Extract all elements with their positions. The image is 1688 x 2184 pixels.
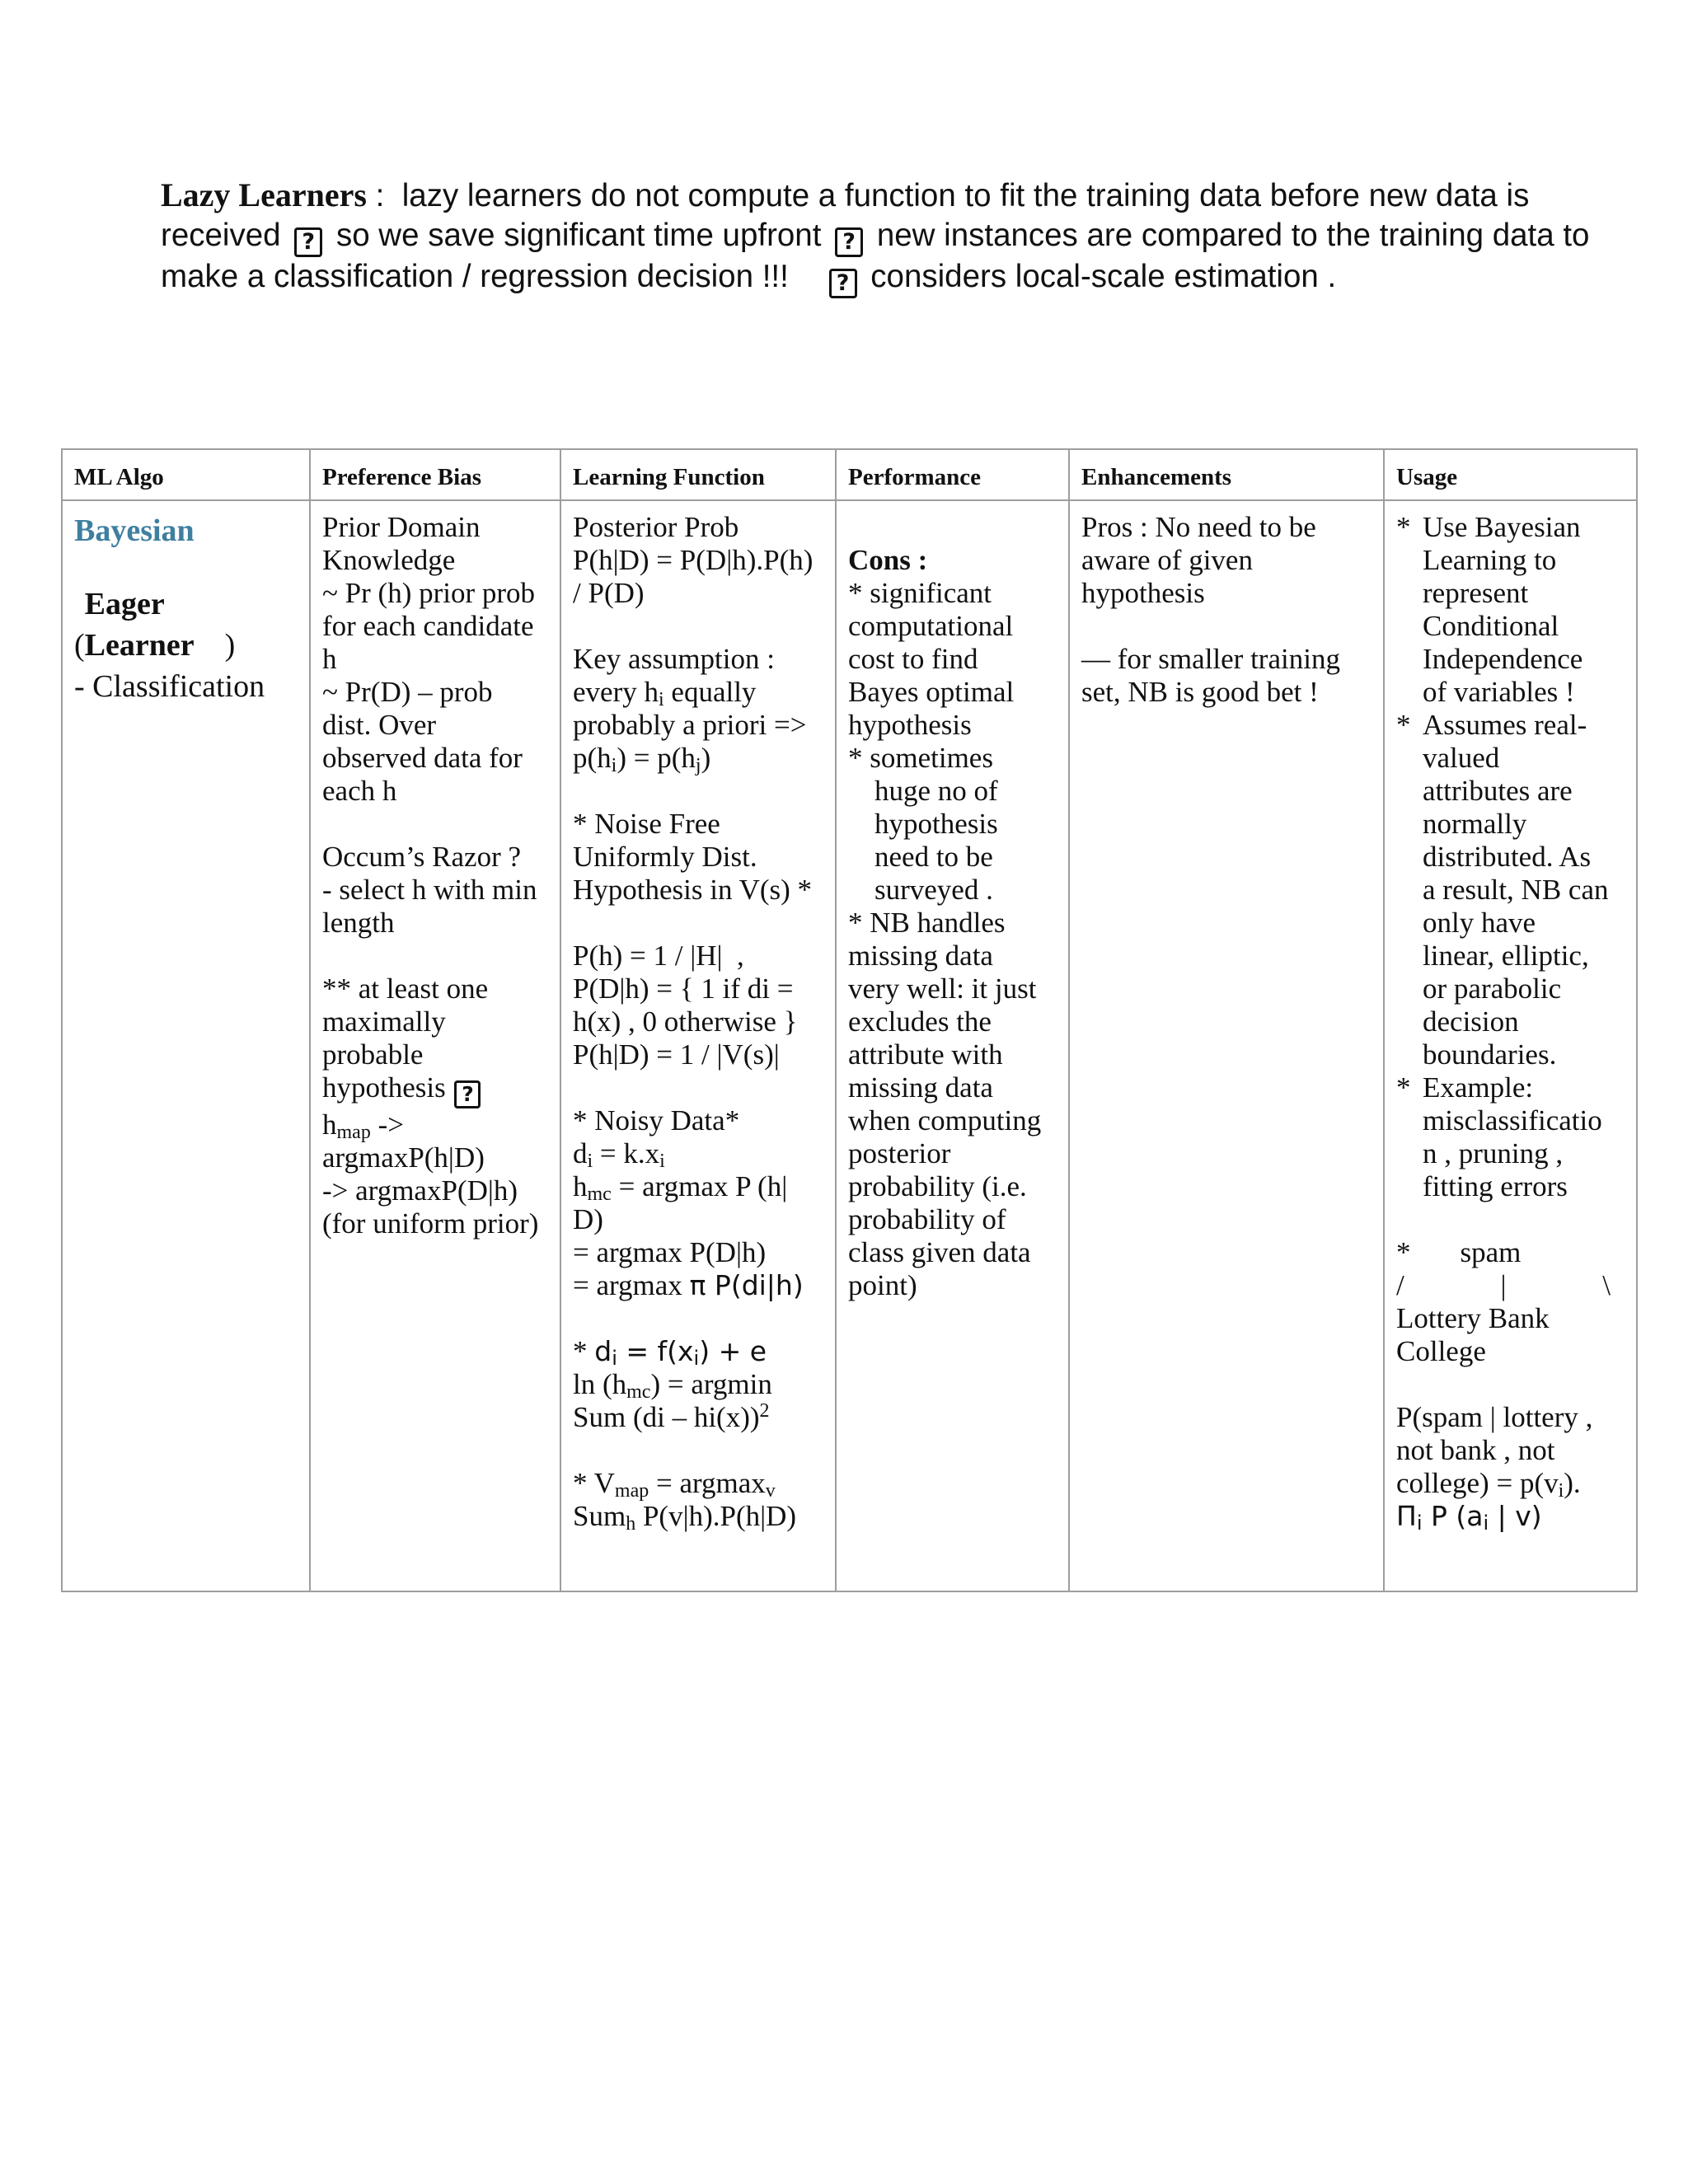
lf-line: [573, 1368, 823, 1401]
lf-frag: * V: [573, 1467, 615, 1499]
lf-sub: v: [765, 1480, 776, 1502]
lf-frag: = argmax: [649, 1467, 766, 1499]
tree-branch-left: /: [1396, 1269, 1404, 1301]
lf-sub: map: [614, 1480, 649, 1502]
algo-task: - Classification: [74, 669, 265, 704]
usage-line: Use Bayesian: [1423, 511, 1581, 543]
lf-frag: Sum: [573, 1500, 626, 1532]
lf-sans-expr: [594, 1335, 767, 1370]
usage-line: or parabolic: [1423, 972, 1562, 1005]
pb-line: Knowledge: [322, 544, 456, 576]
usage-frag: P (a: [1422, 1500, 1484, 1532]
perf-block-1: [848, 577, 1057, 742]
enhancements-lines: [1081, 511, 1372, 709]
usage-bullet-1: [1396, 511, 1625, 709]
pb-line: [322, 808, 548, 841]
perf-line: point): [848, 1269, 917, 1301]
usage-prob-line: P(spam | lottery ,: [1396, 1401, 1593, 1433]
pb-hypothesis: hypothesis: [322, 1071, 446, 1104]
enh-line: aware of given: [1081, 544, 1253, 576]
intro-paragraph: [161, 176, 1644, 298]
perf-line: excludes the: [848, 1005, 992, 1038]
pb-hmap-sub: map: [336, 1122, 371, 1143]
lf-line: [573, 676, 823, 709]
perf-line: very well: it just: [848, 972, 1037, 1005]
lf-frag: = argmax P (h|: [611, 1170, 788, 1202]
pb-hmap-h: h: [322, 1108, 337, 1141]
lf-line: = argmax P(D|h): [573, 1236, 767, 1268]
bullet-icon: *: [1396, 1071, 1411, 1104]
preference-bias-lines-2: [322, 1141, 548, 1240]
lf-sub: j: [695, 755, 701, 776]
intro-text-1: lazy learners do not compute a function to fit the training data before new data is: [401, 178, 1530, 213]
header-preference-bias: Preference Bias: [310, 449, 560, 500]
usage-line: decision: [1423, 1005, 1519, 1038]
lf-frag: d: [594, 1335, 612, 1367]
usage-line: Example:: [1423, 1071, 1534, 1104]
preference-bias-lines: [322, 511, 548, 1071]
enh-line: — for smaller training: [1081, 643, 1340, 675]
cell-learning-function: [560, 500, 836, 1591]
pb-hypothesis-line: [322, 1071, 548, 1108]
intro-text-3b: considers local-scale estimation .: [870, 259, 1337, 294]
lf-line: P(h|D) = 1 / |V(s)|: [573, 1038, 780, 1071]
pb-line: ~ Pr (h) prior prob: [322, 577, 536, 609]
intro-line-3: [161, 257, 1644, 298]
lf-line: * Noise Free: [573, 808, 720, 840]
intro-text-2a: received: [161, 218, 281, 253]
bullet-icon: *: [1396, 709, 1411, 741]
header-performance: Performance: [836, 449, 1069, 500]
usage-prob-line: not bank , not: [1396, 1434, 1555, 1466]
pb-line: Prior Domain: [322, 511, 481, 543]
usage-line: valued: [1423, 742, 1500, 774]
lf-sub: i: [587, 1151, 593, 1172]
lf-frag: ln (h: [573, 1368, 627, 1400]
usage-frag: Π: [1396, 1500, 1417, 1532]
perf-cons-label: Cons :: [848, 544, 928, 576]
lf-line: [573, 1467, 823, 1500]
lf-line: [573, 1137, 823, 1170]
usage-line: a result, NB can: [1423, 874, 1609, 906]
header-ml-algo: ML Algo: [62, 449, 310, 500]
lf-sub: mc: [626, 1381, 651, 1403]
lf-line: Hypothesis in V(s) *: [573, 874, 813, 906]
cell-performance: [836, 500, 1069, 1591]
lf-frag: d: [573, 1137, 588, 1169]
lf-line: P(h|D) = P(D|h).P(h): [573, 544, 814, 576]
table-row: [62, 500, 1637, 1591]
pb-line: - select h with min: [322, 874, 537, 906]
tree-root: spam: [1460, 1236, 1522, 1268]
unknown-glyph-icon: ?: [294, 227, 322, 257]
tree-leaves-1: Lottery Bank: [1396, 1302, 1550, 1334]
lf-frag: equally: [663, 676, 757, 708]
lf-sub: i: [658, 689, 664, 710]
usage-prob-line: [1396, 1500, 1625, 1533]
perf-line: missing data: [848, 940, 993, 972]
perf-block-2-indent: [848, 775, 1057, 907]
lf-frag: = k.x: [593, 1137, 660, 1169]
header-learning-function: Learning Function: [560, 449, 836, 500]
pb-line: -> argmaxP(D|h): [322, 1174, 518, 1207]
usage-bullet-2: [1396, 709, 1625, 1071]
bullet-icon: *: [1396, 511, 1411, 543]
lf-line: probably a priori =>: [573, 709, 807, 741]
perf-line: * sometimes: [848, 742, 993, 774]
pb-line: length: [322, 907, 395, 939]
lf-frag: *: [573, 1335, 595, 1367]
lf-frag: every h: [573, 676, 659, 708]
pb-line: h: [322, 643, 337, 675]
lf-line: Uniformly Dist.: [573, 841, 757, 873]
perf-line: probability (i.e.: [848, 1170, 1027, 1202]
intro-line-2: [161, 216, 1644, 257]
lf-line: Key assumption :: [573, 643, 775, 675]
lf-line: h(x) , 0 otherwise }: [573, 1005, 798, 1038]
pb-line: (for uniform prior): [322, 1207, 539, 1240]
perf-line: hypothesis: [874, 808, 998, 840]
usage-tree-branches: [1396, 1269, 1611, 1302]
usage-line: normally: [1423, 808, 1527, 840]
lf-line: P(h) = 1 / |H| ,: [573, 940, 744, 972]
unknown-glyph-icon: ?: [835, 227, 863, 257]
pb-line: [322, 940, 548, 972]
lf-frag: Sum (di – hi(x)): [573, 1401, 760, 1433]
perf-line: hypothesis: [848, 709, 972, 741]
header-enhancements: Enhancements: [1069, 449, 1384, 500]
usage-line: represent: [1423, 577, 1529, 609]
lf-sub: h: [626, 1513, 636, 1535]
perf-line: missing data: [848, 1071, 993, 1104]
usage-bullet-3-lines: [1423, 1071, 1602, 1203]
enh-line: Pros : No need to be: [1081, 511, 1316, 543]
lf-frag: ): [701, 742, 711, 774]
cell-enhancements: [1069, 500, 1384, 1591]
pb-hmap-arrow: ->: [370, 1108, 404, 1141]
tree-branch-mid: |: [1500, 1269, 1507, 1301]
perf-line: * NB handles: [848, 907, 1006, 939]
pb-line: observed data for: [322, 742, 523, 774]
intro-text-2c: new instances are compared to the training data to: [876, 218, 1590, 253]
lf-sub: i: [659, 1151, 665, 1172]
algo-name: Bayesian: [74, 513, 195, 548]
perf-line: need to be: [874, 841, 993, 873]
usage-line: n , pruning ,: [1423, 1137, 1564, 1169]
usage-frag: college) = p(v: [1396, 1467, 1559, 1499]
unknown-glyph-icon: ?: [454, 1080, 481, 1108]
usage-line: of variables !: [1423, 676, 1575, 708]
intro-sep: :: [366, 178, 402, 213]
lf-line: [573, 1500, 823, 1533]
perf-block-2: [848, 742, 1057, 775]
cell-ml-algo: [62, 500, 310, 1591]
header-usage: Usage: [1384, 449, 1637, 500]
intro-line-1: [161, 176, 1644, 216]
perf-line: attribute with: [848, 1038, 1003, 1071]
pb-line: maximally: [322, 1005, 446, 1038]
lf-frag: ) = p(h: [617, 742, 696, 774]
lf-frag: ) + e: [699, 1335, 767, 1367]
intro-text-3a: make a classification / regression decision !!!: [161, 259, 789, 294]
lf-line: [573, 1269, 823, 1302]
lf-sub: i: [611, 755, 617, 776]
pb-line: argmaxP(h|D): [322, 1141, 485, 1174]
lf-line: [573, 742, 823, 775]
lf-line: P(D|h) = { 1 if di =: [573, 972, 794, 1005]
usage-frag: ).: [1564, 1467, 1581, 1499]
lf-sub: mc: [587, 1183, 612, 1205]
tree-leaves-2: College: [1396, 1335, 1486, 1367]
lf-line: [573, 1170, 823, 1203]
usage-line: fitting errors: [1423, 1170, 1568, 1202]
lf-line: * Noisy Data*: [573, 1104, 740, 1137]
enh-line: hypothesis: [1081, 577, 1205, 609]
lf-frag: h: [573, 1170, 588, 1202]
lf-frag: p(h: [573, 742, 612, 774]
perf-line: probability of: [848, 1203, 1006, 1235]
pb-line: Occum’s Razor ?: [322, 841, 522, 873]
algo-type-close: ): [224, 628, 236, 663]
usage-sub: i: [1558, 1480, 1564, 1502]
usage-line: Conditional: [1423, 610, 1559, 642]
pb-line: ~ Pr(D) – prob: [322, 676, 493, 708]
lf-line: [573, 1335, 823, 1368]
usage-tree-root: [1396, 1236, 1625, 1269]
lf-sup: 2: [759, 1400, 770, 1422]
perf-line: computational: [848, 610, 1014, 642]
algo-type-text: Eager Learner: [84, 587, 195, 663]
perf-line: cost to find: [848, 643, 978, 675]
usage-line: Learning to: [1423, 544, 1557, 576]
lf-frag: = argmax: [573, 1269, 690, 1301]
pb-line: for each candidate: [322, 610, 534, 642]
perf-line: class given data: [848, 1236, 1031, 1268]
intro-text-2b: so we save significant time upfront: [335, 218, 822, 253]
lf-line: Posterior Prob: [573, 511, 739, 543]
perf-block-3: [848, 907, 1057, 1302]
perf-line: huge no of: [874, 775, 998, 807]
perf-line: Bayes optimal: [848, 676, 1015, 708]
lf-frag: P(v|h).P(h|D): [635, 1500, 797, 1532]
usage-line: attributes are: [1423, 775, 1573, 807]
cell-usage: [1384, 500, 1637, 1591]
pb-line: ** at least one: [322, 972, 489, 1005]
ml-algo-table: [61, 448, 1638, 1592]
bullet-icon: *: [1396, 1236, 1411, 1268]
unknown-glyph-icon: ?: [829, 269, 857, 298]
usage-line: boundaries.: [1423, 1038, 1557, 1071]
usage-bullet-3: [1396, 1071, 1625, 1203]
usage-frag: | v): [1489, 1500, 1542, 1532]
lf-line: / P(D): [573, 577, 645, 609]
usage-line: only have: [1423, 907, 1536, 939]
usage-line: distributed. As: [1423, 841, 1592, 873]
tree-branch-right: \: [1602, 1269, 1611, 1301]
pb-hmap-line: [322, 1108, 548, 1141]
usage-line: linear, elliptic,: [1423, 940, 1589, 972]
lf-sub: i: [693, 1347, 700, 1370]
pb-line: dist. Over: [322, 709, 437, 741]
algo-type: [74, 583, 298, 666]
usage-line: Independence: [1423, 643, 1583, 675]
perf-line: when computing: [848, 1104, 1042, 1137]
pb-line: probable: [322, 1038, 424, 1071]
table-header-row: [62, 449, 1637, 500]
usage-line: Assumes real-: [1423, 709, 1587, 741]
usage-bullet-2-lines: [1423, 709, 1608, 1071]
enh-line: [1081, 610, 1372, 643]
cell-preference-bias: [310, 500, 560, 1591]
algo-type-open: (: [74, 628, 85, 663]
lf-line: [573, 1401, 823, 1434]
intro-lead: Lazy Learners: [161, 176, 367, 213]
enh-line: set, NB is good bet !: [1081, 676, 1319, 708]
perf-line: posterior: [848, 1137, 951, 1169]
lf-frag: π P(di|h): [689, 1269, 804, 1301]
lf-frag: ) = argmin: [650, 1368, 772, 1400]
usage-bullet-1-lines: [1423, 511, 1582, 709]
perf-line: surveyed .: [874, 874, 993, 906]
usage-sub: i: [1483, 1511, 1489, 1535]
lf-line: D): [573, 1203, 603, 1235]
lf-frag: = f(x: [617, 1335, 694, 1367]
perf-line: * significant: [848, 577, 992, 609]
usage-prob-line: [1396, 1467, 1625, 1500]
lf-sub: i: [612, 1347, 617, 1370]
pb-line: each h: [322, 775, 397, 807]
usage-line: misclassificatio: [1423, 1104, 1602, 1137]
usage-sub: i: [1416, 1511, 1423, 1535]
